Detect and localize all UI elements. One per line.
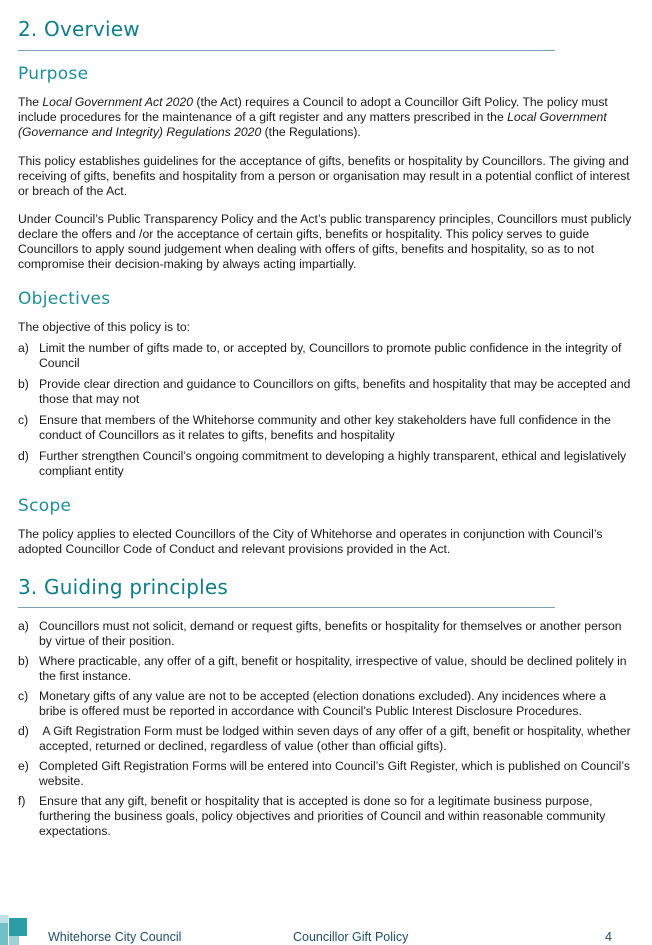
- list-item-text: A Gift Registration Form must be lodged within seven days of any offer of a gift, benefit or hospitality, whether accepted, returned or declined, regardless of value (other than official gifts).: [39, 724, 635, 753]
- act-title: Local Government Act 2020: [42, 95, 194, 109]
- purpose-paragraph-3: Under Council’s Public Transparency Policy and the Act’s public transparency principles, Councillors must publicly declare the offers and /or the acceptance of certain gifts, benefits or hospitality. This policy serves to guide Councillors to apply sound judgement when dealing with offers of gifts, benefits and hospitality, so as to not compromise their decision-making by always acting impartially.: [18, 212, 632, 271]
- footer-organisation: Whitehorse City Council: [48, 930, 182, 944]
- section-number: 2.: [18, 17, 38, 41]
- section-title: Guiding principles: [44, 575, 229, 599]
- list-marker: a): [18, 619, 29, 633]
- purpose-paragraph-2: This policy establishes guidelines for the acceptance of gifts, benefits or hospitality by Councillors. The giving and receiving of gifts, benefits and hospitality from a person or organisation may result in a potential conflict of interest or breach of the Act.: [18, 154, 630, 198]
- list-item: [18, 654, 632, 684]
- logo-square: [9, 918, 27, 936]
- objectives-list: [18, 341, 632, 479]
- footer-page-number: 4: [605, 930, 612, 944]
- text-run: (the Act) requires a Council to adopt a Councillor Gift Policy. The policy must include procedures for the maintenance of a gift register and any matters prescribed in the: [18, 95, 608, 124]
- footer-logo-mark: [0, 915, 30, 945]
- list-marker: b): [18, 377, 29, 391]
- logo-square: [0, 915, 8, 923]
- list-item-text: Completed Gift Registration Forms will be entered into Council’s Gift Register, which is published on Council’s website.: [39, 759, 630, 788]
- list-marker: a): [18, 341, 29, 355]
- list-item-text: Provide clear direction and guidance to Councillors on gifts, benefits and hospitality that may be accepted and those that may not: [39, 377, 631, 406]
- list-item: [18, 619, 632, 649]
- list-item-text: Limit the number of gifts made to, or accepted by, Councillors to promote public confidence in the integrity of Council: [39, 341, 622, 370]
- list-item-text: Where practicable, any offer of a gift, benefit or hospitality, irrespective of value, should be declined politely in the first instance.: [39, 654, 627, 683]
- section-title: Overview: [44, 17, 140, 41]
- section-divider: [18, 607, 555, 608]
- scope-heading: Scope: [18, 496, 72, 516]
- list-item-text: Further strengthen Council’s ongoing commitment to developing a highly transparent, ethical and legislatively compliant entity: [39, 449, 627, 478]
- list-item: [18, 449, 632, 479]
- purpose-paragraph-1: [18, 95, 630, 140]
- list-marker: d): [18, 724, 29, 738]
- list-item: [18, 724, 635, 754]
- list-marker: f): [18, 794, 26, 808]
- list-item: [18, 689, 632, 719]
- list-item: [18, 794, 632, 839]
- scope-paragraph: The policy applies to elected Councillors of the City of Whitehorse and operates in conjunction with Council’s adopted Councillor Code of Conduct and relevant provisions provided in the Act.: [18, 527, 603, 556]
- section-number: 3.: [18, 575, 38, 599]
- list-item-text: Monetary gifts of any value are not to be accepted (election donations excluded). Any incidences where a bribe is offered must be reported in accordance with Council’s Public Interest Disclosure Procedures.: [39, 689, 607, 718]
- list-marker: e): [18, 759, 29, 773]
- list-marker: d): [18, 449, 29, 463]
- objectives-intro: The objective of this policy is to:: [18, 320, 191, 334]
- objectives-heading: Objectives: [18, 289, 111, 309]
- section-divider: [18, 50, 555, 51]
- text-run: (the Regulations).: [261, 125, 361, 139]
- guiding-principles-list: [18, 619, 635, 839]
- page-footer: [0, 915, 652, 945]
- list-item: [18, 413, 632, 443]
- text-run: The: [18, 95, 43, 109]
- list-item: [18, 341, 632, 371]
- section-2-heading: [18, 17, 140, 41]
- footer-document-title: Councillor Gift Policy: [293, 930, 409, 944]
- list-item-text: Ensure that members of the Whitehorse community and other key stakeholders have full confidence in the conduct of Councillors as it relates to gifts, benefits and hospitality: [39, 413, 611, 442]
- list-item-text: Ensure that any gift, benefit or hospitality that is accepted is done so for a legitimate business purpose, furthering the business goals, policy objectives and priorities of Council and within reasonable community expectations.: [39, 794, 606, 838]
- list-item-text: Councillors must not solicit, demand or request gifts, benefits or hospitality for themselves or another person by virtue of their position.: [39, 619, 622, 648]
- logo-square: [9, 936, 19, 945]
- section-3-heading: [18, 575, 228, 599]
- regulations-title: Local Government (Governance and Integrity) Regulations 2020: [18, 110, 607, 139]
- logo-square: [0, 923, 8, 945]
- list-item: [18, 759, 632, 789]
- list-marker: b): [18, 654, 29, 668]
- purpose-heading: Purpose: [18, 64, 89, 84]
- list-marker: c): [18, 689, 29, 703]
- list-marker: c): [18, 413, 29, 427]
- list-item: [18, 377, 632, 407]
